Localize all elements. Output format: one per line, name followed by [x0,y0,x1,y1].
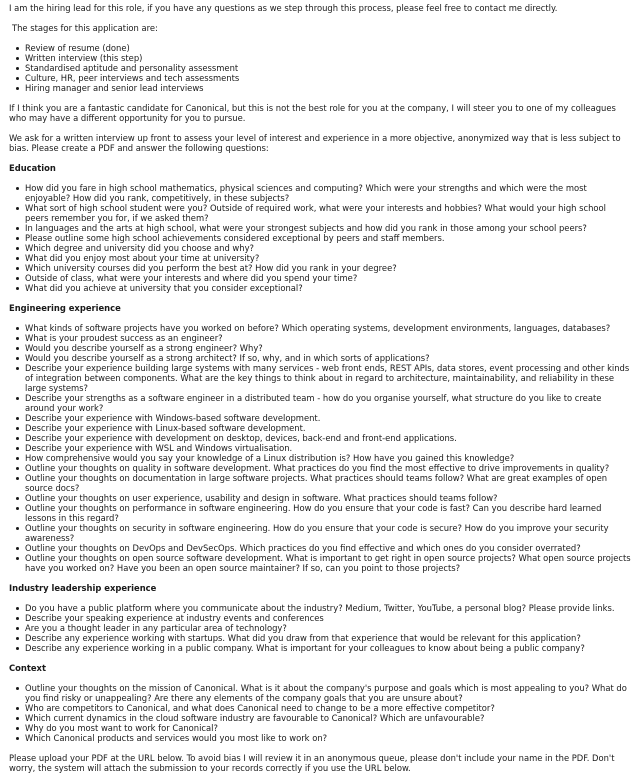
question-item: Would you describe yourself as a strong engineer? Why? [25,343,632,353]
closing-paragraph: Please upload your PDF at the URL below. To avoid bias I will review it in an anonymous queue, please don't include your name in the PDF. Don't worry, the system will attach the submission to your records correctly if you use the URL below. [9,753,615,773]
question-item: Outline your thoughts on documentation in large software projects. What practices should teams follow? What are great examples of open source docs? [25,473,632,493]
question-item: How did you fare in high school mathematics, physical sciences and computing? Which were your strengths and which were the most enjoyable? How did you rank, competitively, in these subjects? [25,183,632,203]
question-item: Describe any experience working with startups. What did you draw from that experience that would be relevant for this application? [25,633,632,643]
stage-item: Review of resume (done) [25,43,632,53]
question-item: Which current dynamics in the cloud software industry are favourable to Canonical? Which are unfavourable? [25,713,632,723]
ask-paragraph: We ask for a written interview up front to assess your level of interest and experience in a more objective, anonymized way that is less subject to bias. Please create a PDF and answer the following questions: [9,133,621,153]
question-item: Outline your thoughts on user experience, usability and design in software. What practices should teams follow? [25,493,632,503]
question-item: In languages and the arts at high school, what were your strongest subjects and how did you rank in those among your school peers? [25,223,632,233]
stage-item: Written interview (this step) [25,53,632,63]
question-item: Describe your experience with development on desktop, devices, back-end and front-end applications. [25,433,632,443]
question-item: Outline your thoughts on quality in software development. What practices do you find the most effective to drive improvements in quality? [25,463,632,473]
question-item: Who are competitors to Canonical, and what does Canonical need to change to be a more effective competitor? [25,703,632,713]
question-item: Are you a thought leader in any particular area of technology? [25,623,632,633]
question-item: Describe any experience working in a public company. What is important for your colleagues to know about being a public company? [25,643,632,653]
stages-list [9,43,632,93]
question-item: Outline your thoughts on security in software engineering. How do you ensure that your code is secure? How do you improve your security awareness? [25,523,632,543]
question-item: Why do you most want to work for Canonical? [25,723,632,733]
section-engineering-experience [9,303,632,573]
intro-paragraph: I am the hiring lead for this role, if you have any questions as we step through this process, please feel free to contact me directly. [9,3,558,13]
question-item: Outline your thoughts on the mission of Canonical. What is it about the company's purpose and goals which is most appealing to you? What do you find risky or unappealing? Are there any elements of the company goals that you are unsure about? [25,683,632,703]
stages-intro: The stages for this application are: [12,23,158,33]
question-item: Please outline some high school achievements considered exceptional by peers and staff members. [25,233,632,243]
question-list [9,323,632,573]
question-item: Do you have a public platform where you communicate about the industry? Medium, Twitter, YouTube, a personal blog? Please provide links. [25,603,632,613]
steer-paragraph: If I think you are a fantastic candidate for Canonical, but this is not the best role for you at the company, I will steer you to one of my colleagues who may have a different opportunity for you to pursue. [9,103,616,123]
question-item: Which degree and university did you choose and why? [25,243,632,253]
question-item: What kinds of software projects have you worked on before? Which operating systems, development environments, languages, databases? [25,323,632,333]
question-item: Describe your strengths as a software engineer in a distributed team - how do you organise yourself, what structure do you like to create around your work? [25,393,632,413]
stage-item: Hiring manager and senior lead interviews [25,83,632,93]
section-industry-leadership [9,583,632,653]
section-context [9,663,632,743]
question-item: Describe your experience with WSL and Windows virtualisation. [25,443,632,453]
question-item: Describe your experience building large systems with many services - web front ends, REST APIs, data stores, event processing and other kinds of integration between components. What are the key things to think about in regard to architecture, maintainability, and reliability in these large systems? [25,363,632,393]
question-item: What sort of high school student were you? Outside of required work, what were your interests and hobbies? What would your high school peers remember you for, if we asked them? [25,203,632,223]
question-item: Outside of class, what were your interests and where did you spend your time? [25,273,632,283]
section-heading: Context [9,663,46,673]
question-list [9,183,632,293]
stage-item: Standardised aptitude and personality assessment [25,63,632,73]
question-item: Outline your thoughts on DevOps and DevSecOps. Which practices do you find effective and which ones do you consider overrated? [25,543,632,553]
question-item: Which Canonical products and services would you most like to work on? [25,733,632,743]
question-list [9,603,632,653]
question-item: Describe your speaking experience at industry events and conferences [25,613,632,623]
question-item: What did you enjoy most about your time at university? [25,253,632,263]
question-item: What did you achieve at university that you consider exceptional? [25,283,632,293]
question-item: Describe your experience with Linux-based software development. [25,423,632,433]
question-item: What is your proudest success as an engineer? [25,333,632,343]
question-item: Would you describe yourself as a strong architect? If so, why, and in which sorts of applications? [25,353,632,363]
question-list [9,683,632,743]
question-item: How comprehensive would you say your knowledge of a Linux distribution is? How have you gained this knowledge? [25,453,632,463]
question-item: Describe your experience with Windows-based software development. [25,413,632,423]
question-item: Which university courses did you perform the best at? How did you rank in your degree? [25,263,632,273]
section-education [9,163,632,293]
section-heading: Engineering experience [9,303,121,313]
question-item: Outline your thoughts on open source software development. What is important to get right in open source projects? What open source projects have you worked on? Have you been an open source maintainer? If so, can you point to those projects? [25,553,631,573]
question-item: Outline your thoughts on performance in software engineering. How do you ensure that your code is fast? Can you describe hard learned lessons in this regard? [25,503,632,523]
section-heading: Education [9,163,56,173]
stage-item: Culture, HR, peer interviews and tech assessments [25,73,632,83]
section-heading: Industry leadership experience [9,583,157,593]
